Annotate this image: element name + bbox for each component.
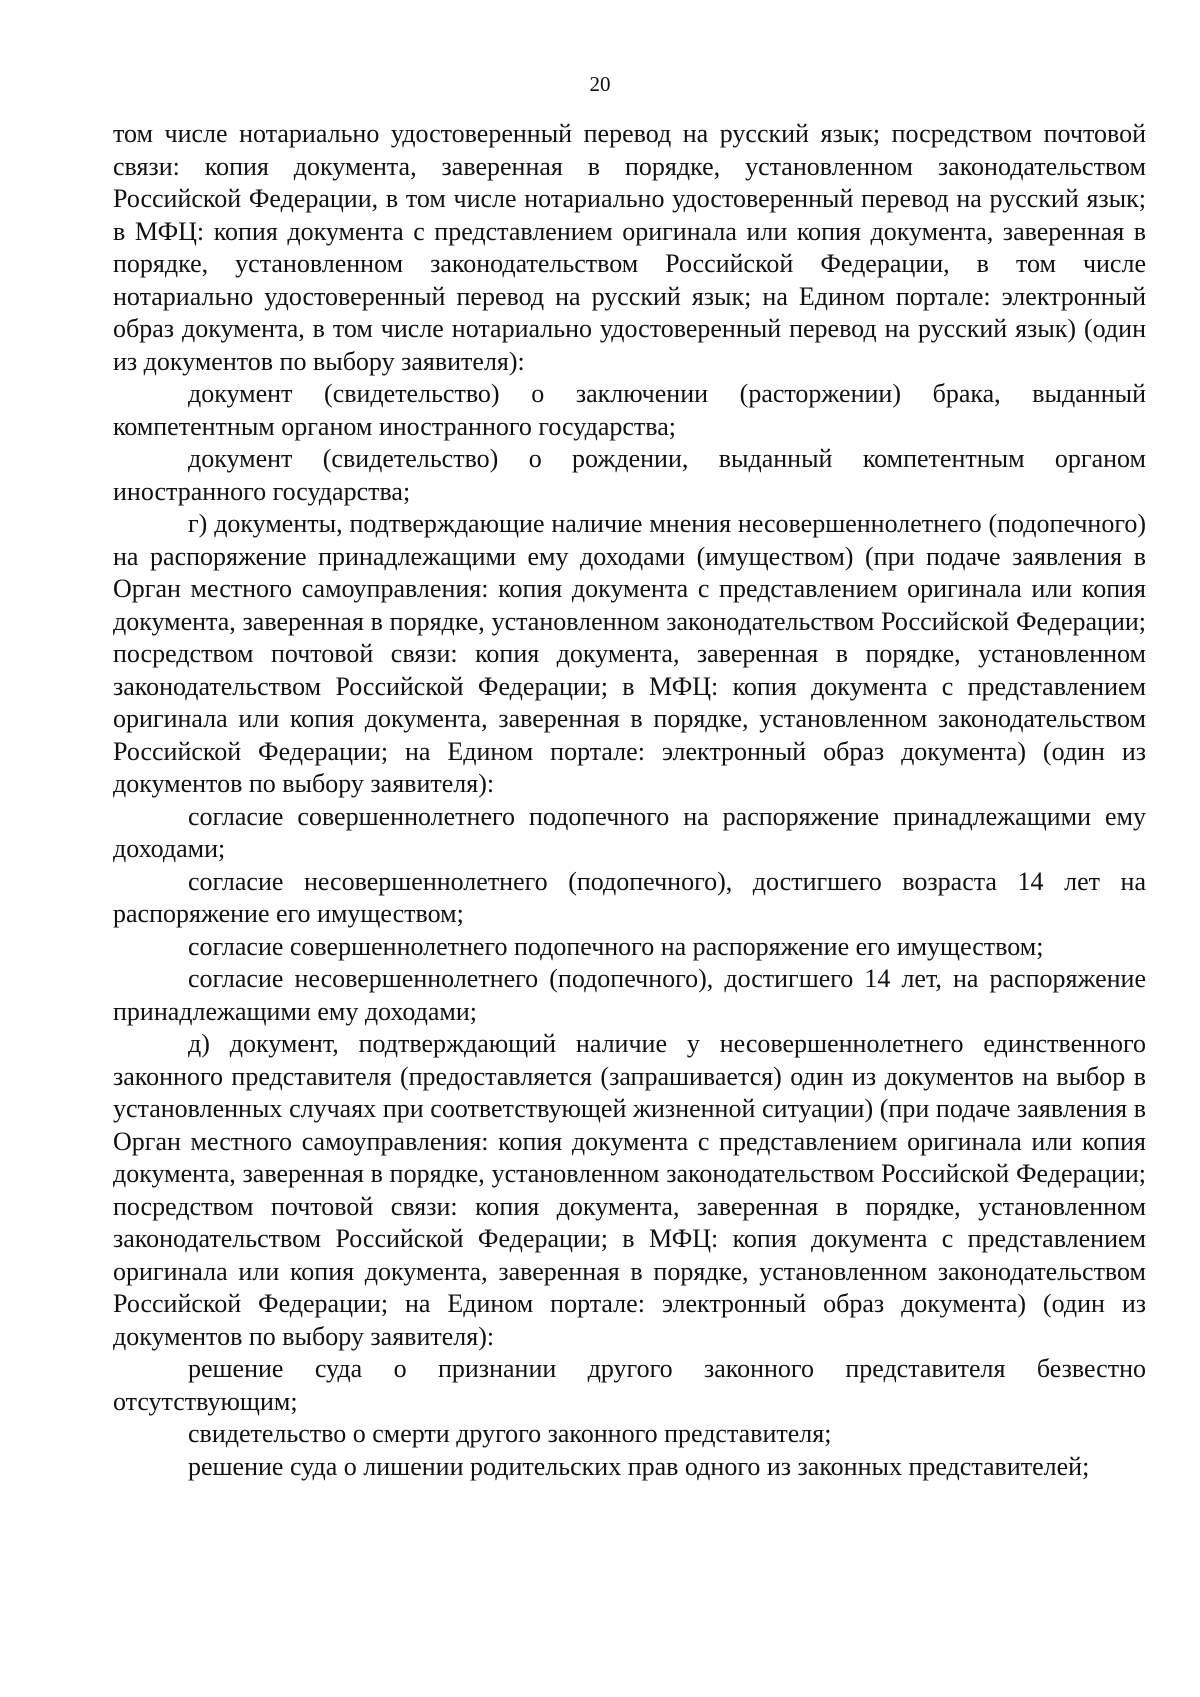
paragraph-list-item: решение суда о лишении родительских прав одного из законных представителей;	[188, 1451, 1090, 1481]
paragraph-list-item: документ (свидетельство) о рождении, выданный компетентным органом иностранного государства;	[113, 444, 1146, 506]
paragraph-list-item: решение суда о признании другого законного представителя безвестно отсутствующим;	[113, 1354, 1146, 1416]
paragraph-clause-d: д) документ, подтверждающий наличие у несовершеннолетнего единственного законного представителя (предоставляется (запрашивается) один из документов на выбор в установленных случаях при соответствующей жизненной ситуации) (при подаче заявления в Орган местного самоуправления: копия документа с представлением оригинала или копия документа, заверенная в порядке, установленном законодательством Российской Федерации; посредством почтовой связи: копия документа, заверенная в порядке, установленном законодательством Российской Федерации; в МФЦ: копия документа с представлением оригинала или копия документа, заверенная в порядке, установленном законодательством Российской Федерации; на Едином портале: электронный образ документа) (один из документов по выбору заявителя):	[113, 1029, 1146, 1351]
paragraph-list-item: согласие совершеннолетнего подопечного на распоряжение принадлежащими ему доходами;	[113, 801, 1146, 863]
document-body	[113, 118, 1146, 1483]
paragraph-list-item: согласие несовершеннолетнего (подопечного), достигшего возраста 14 лет на распоряжение его имуществом;	[113, 866, 1146, 928]
paragraph-list-item: документ (свидетельство) о заключении (расторжении) брака, выданный компетентным органом иностранного государства;	[113, 379, 1146, 441]
page-number: 20	[589, 72, 611, 96]
paragraph-list-item: согласие совершеннолетнего подопечного на распоряжение его имуществом;	[188, 931, 1044, 961]
paragraph-continuation: том числе нотариально удостоверенный перевод на русский язык; посредством почтовой связи: копия документа, заверенная в порядке, установленном законодательством Российской Федерации, в том числе нотариально удостоверенный перевод на русский язык; в МФЦ: копия документа с представлением оригинала или копия документа, заверенная в порядке, установленном законодательством Российской Федерации, в том числе нотариально удостоверенный перевод на русский язык; на Едином портале: электронный образ документа, в том числе нотариально удостоверенный перевод на русский язык) (один из документов по выбору заявителя):	[113, 119, 1146, 376]
paragraph-list-item: свидетельство о смерти другого законного представителя;	[188, 1419, 832, 1448]
paragraph-clause-g: г) документы, подтверждающие наличие мнения несовершеннолетнего (подопечного) на распоряжение принадлежащими ему доходами (имуществом) (при подаче заявления в Орган местного самоуправления: копия документа с представлением оригинала или копия документа, заверенная в порядке, установленном законодательством Российской Федерации; посредством почтовой связи: копия документа, заверенная в порядке, установленном законодательством Российской Федерации; в МФЦ: копия документа с представлением оригинала или копия документа, заверенная в порядке, установленном законодательством Российской Федерации; на Едином портале: электронный образ документа) (один из документов по выбору заявителя):	[113, 509, 1146, 798]
paragraph-list-item: согласие несовершеннолетнего (подопечного), достигшего 14 лет, на распоряжение принадлежащими ему доходами;	[113, 964, 1146, 1026]
